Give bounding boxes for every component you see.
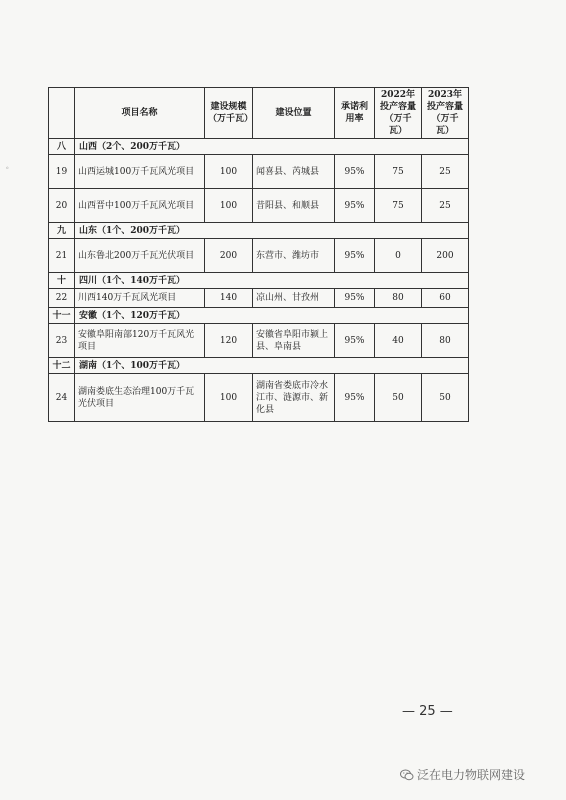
build-location: 昔阳县、和顺县: [253, 189, 335, 223]
header-cap-2022: 2022年投产容量（万千瓦）: [375, 88, 422, 139]
table-row: [49, 189, 469, 223]
row-number: 23: [49, 324, 75, 358]
side-mark: 。: [6, 162, 13, 170]
build-scale: 100: [205, 189, 253, 223]
header-location: 建设位置: [253, 88, 335, 139]
build-scale: 140: [205, 289, 253, 308]
watermark: [400, 766, 525, 783]
row-number: 22: [49, 289, 75, 308]
capacity-2022: 50: [375, 374, 422, 422]
group-row: [49, 308, 469, 324]
group-label: 山西（2个、200万千瓦）: [75, 139, 469, 155]
watermark-text: 泛在电力物联网建设: [417, 768, 526, 782]
build-scale: 100: [205, 155, 253, 189]
group-row: [49, 139, 469, 155]
row-number: 19: [49, 155, 75, 189]
table-row: [49, 374, 469, 422]
project-name: 山西运城100万千瓦风光项目: [75, 155, 205, 189]
group-label: 山东（1个、200万千瓦）: [75, 223, 469, 239]
capacity-2022: 75: [375, 155, 422, 189]
utilization-rate: 95%: [335, 189, 375, 223]
build-location: 湖南省娄底市冷水江市、涟源市、新化县: [253, 374, 335, 422]
utilization-rate: 95%: [335, 155, 375, 189]
project-name: 山东鲁北200万千瓦光伏项目: [75, 239, 205, 273]
table-body: [49, 139, 469, 422]
group-number: 十一: [49, 308, 75, 324]
capacity-2023: 60: [422, 289, 469, 308]
build-scale: 120: [205, 324, 253, 358]
row-number: 24: [49, 374, 75, 422]
build-location: 闻喜县、芮城县: [253, 155, 335, 189]
group-number: 十: [49, 273, 75, 289]
group-row: [49, 223, 469, 239]
capacity-2022: 75: [375, 189, 422, 223]
capacity-2023: 200: [422, 239, 469, 273]
project-name: 山西晋中100万千瓦风光项目: [75, 189, 205, 223]
utilization-rate: 95%: [335, 289, 375, 308]
header-name: 项目名称: [75, 88, 205, 139]
group-number: 十二: [49, 358, 75, 374]
wechat-icon: [400, 769, 414, 781]
build-location: 安徽省阜阳市颍上县、阜南县: [253, 324, 335, 358]
group-row: [49, 358, 469, 374]
capacity-2022: 80: [375, 289, 422, 308]
header-cap-2023: 2023年投产容量（万千瓦）: [422, 88, 469, 139]
group-label: 湖南（1个、100万千瓦）: [75, 358, 469, 374]
group-row: [49, 273, 469, 289]
build-location: 凉山州、甘孜州: [253, 289, 335, 308]
group-label: 四川（1个、140万千瓦）: [75, 273, 469, 289]
build-scale: 200: [205, 239, 253, 273]
project-name: 安徽阜阳南部120万千瓦风光项目: [75, 324, 205, 358]
project-table: [48, 87, 469, 422]
capacity-2023: 25: [422, 189, 469, 223]
header-scale: 建设规模（万千瓦）: [205, 88, 253, 139]
table-row: [49, 155, 469, 189]
utilization-rate: 95%: [335, 324, 375, 358]
build-location: 东营市、潍坊市: [253, 239, 335, 273]
table-row: [49, 324, 469, 358]
group-number: 九: [49, 223, 75, 239]
utilization-rate: 95%: [335, 374, 375, 422]
header-utilization: 承诺利用率: [335, 88, 375, 139]
capacity-2022: 40: [375, 324, 422, 358]
capacity-2023: 25: [422, 155, 469, 189]
utilization-rate: 95%: [335, 239, 375, 273]
capacity-2023: 80: [422, 324, 469, 358]
row-number: 20: [49, 189, 75, 223]
project-name: 湖南娄底生态治理100万千瓦光伏项目: [75, 374, 205, 422]
table-row: [49, 239, 469, 273]
project-name: 川西140万千瓦风光项目: [75, 289, 205, 308]
capacity-2022: 0: [375, 239, 422, 273]
build-scale: 100: [205, 374, 253, 422]
row-number: 21: [49, 239, 75, 273]
group-label: 安徽（1个、120万千瓦）: [75, 308, 469, 324]
header-index: [49, 88, 75, 139]
table-header-row: [49, 88, 469, 139]
group-number: 八: [49, 139, 75, 155]
table-row: [49, 289, 469, 308]
page-number: — 25 —: [402, 704, 453, 719]
capacity-2023: 50: [422, 374, 469, 422]
